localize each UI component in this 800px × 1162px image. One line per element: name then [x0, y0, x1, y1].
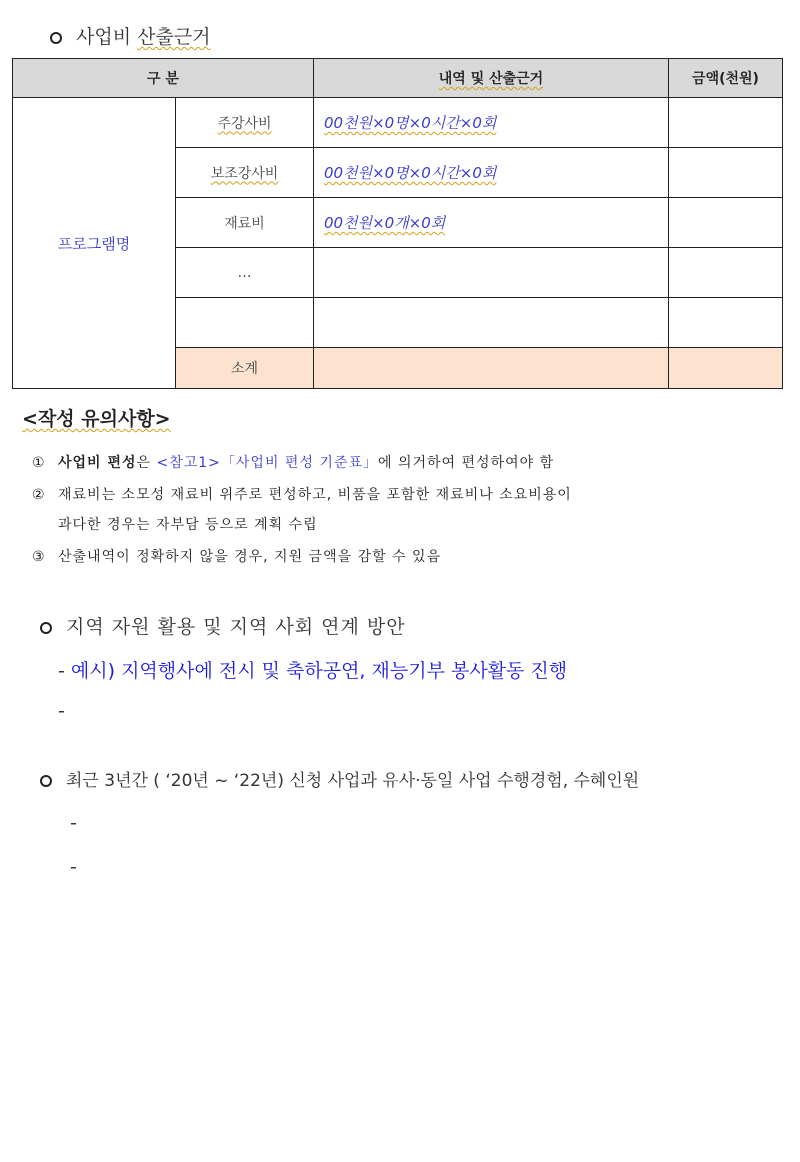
row-amount	[669, 198, 783, 248]
section-heading-budget	[50, 22, 211, 49]
row-detail-main-instructor: 00천원×0명×0시간×0회	[314, 98, 669, 148]
row-amount	[669, 148, 783, 198]
subtotal-amount	[669, 348, 783, 389]
row-detail-materials: 00천원×0개×0회	[314, 198, 669, 248]
row-item-ellipsis: …	[176, 248, 314, 298]
budget-heading-b: 산출근거	[137, 26, 211, 48]
community-example-line: - 예시) 지역행사에 전시 및 축하공연, 재능기부 봉사활동 진행	[58, 660, 568, 682]
subtotal-label: 소계	[176, 348, 314, 389]
note-3: ③ 산출내역이 정확하지 않을 경우, 지원 금액을 감할 수 있음	[32, 549, 442, 565]
row-item-main-instructor: 주강사비	[176, 98, 314, 148]
budget-table	[12, 58, 783, 389]
row-item-materials: 재료비	[176, 198, 314, 248]
header-amount: 금액(천원)	[669, 59, 783, 98]
circle-bullet-icon	[50, 32, 62, 44]
row-amount	[669, 98, 783, 148]
subtotal-detail	[314, 348, 669, 389]
row-item-assistant-instructor: 보조강사비	[176, 148, 314, 198]
header-category: 구 분	[13, 59, 314, 98]
section-heading-community: 지역 자원 활용 및 지역 사회 연계 방안	[40, 612, 406, 639]
row-amount	[669, 298, 783, 348]
experience-dash-2: -	[70, 856, 77, 878]
header-detail: 내역 및 산출근거	[314, 59, 669, 98]
row-amount	[669, 248, 783, 298]
circle-bullet-icon	[40, 622, 52, 634]
budget-heading-a: 사업비	[76, 26, 132, 48]
note-1: ① 사업비 편성은 <참고1>「사업비 편성 기준표」에 의거하여 편성하여야 함	[32, 455, 555, 471]
community-dash-empty: -	[58, 700, 65, 722]
row-item-empty	[176, 298, 314, 348]
experience-dash-1: -	[70, 812, 77, 834]
program-name-cell: 프로그램명	[13, 98, 176, 389]
note-2: ② 재료비는 소모성 재료비 위주로 편성하고, 비품을 포함한 재료비나 소요비용이	[32, 487, 572, 503]
note-2-continued: 과다한 경우는 자부담 등으로 계획 수립	[58, 517, 318, 533]
circle-bullet-icon	[40, 775, 52, 787]
row-detail-empty	[314, 298, 669, 348]
row-detail-empty	[314, 248, 669, 298]
row-detail-assistant-instructor: 00천원×0명×0시간×0회	[314, 148, 669, 198]
section-heading-experience: 최근 3년간 ( ‘20년 ~ ‘22년) 신청 사업과 유사·동일 사업 수행경험, 수혜인원	[40, 766, 639, 791]
notes-title: <작성 유의사항>	[22, 408, 171, 430]
